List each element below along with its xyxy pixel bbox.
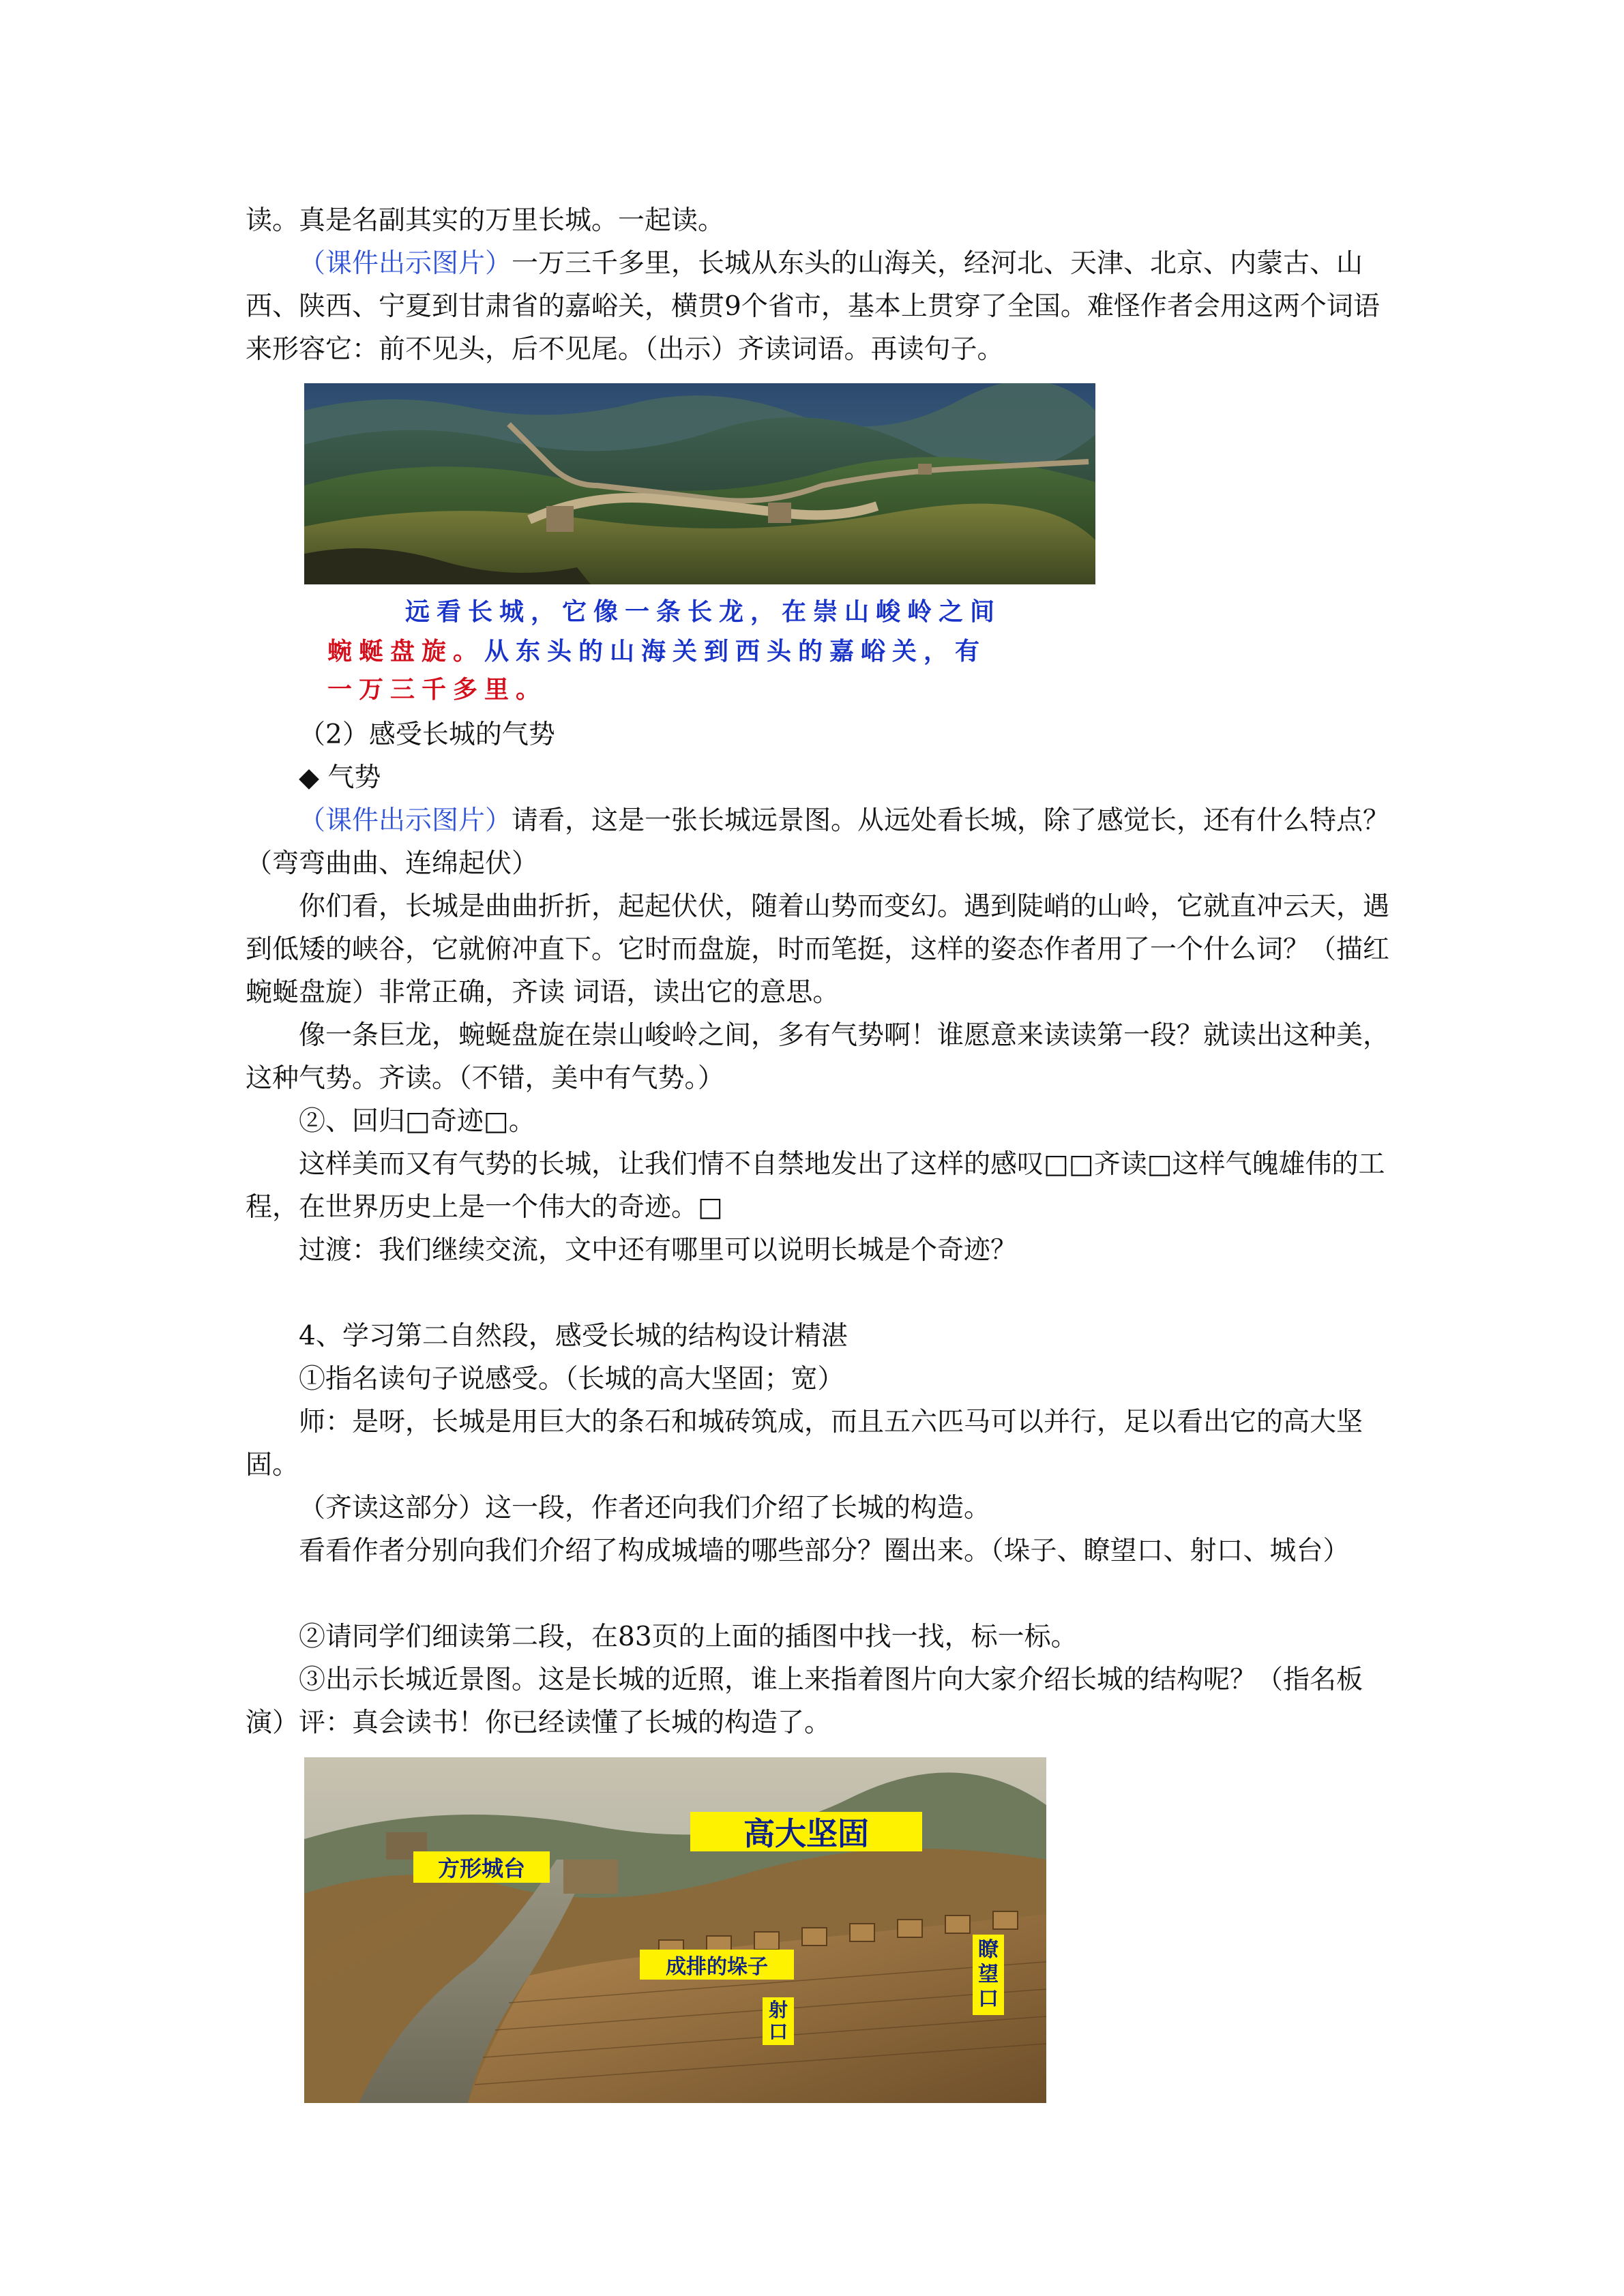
caption-line-3: 一万三千多里。 — [327, 676, 548, 704]
paragraph-5: （课件出示图片）请看，这是一张长城远景图。从远处看长城，除了感觉长，还有什么特点？（弯弯曲曲、连绵起伏） — [246, 805, 1390, 879]
paragraph-16: ②请同学们细读第二段，在83页的上面的插图中找一找，标一标。 — [299, 1622, 1078, 1652]
label-merlons: 成排的垛子 — [640, 1950, 794, 1980]
paragraph-3: （2）感受长城的气势 — [299, 719, 555, 750]
great-wall-distant-photo — [304, 383, 1095, 584]
paragraph-17: ③出示长城近景图。这是长城的近照，谁上来指着图片向大家介绍长城的结构呢？（指名板演）评：真会读书！你已经读懂了长城的构造了。 — [246, 1665, 1363, 1738]
paragraph-6: 你们看，长城是曲曲折折，起起伏伏，随着山势而变幻。遇到陡峭的山岭，它就直冲云天，遇到低矮的峡谷，它就俯冲直下。它时而盘旋，时而笔挺，这样的姿态作者用了一个什么词？（描红蜿蜒盘旋）非常正确，齐读 词语，读出它的意思。 — [246, 891, 1390, 1008]
paragraph-10: 过渡：我们继续交流，文中还有哪里可以说明长城是个奇迹？ — [299, 1235, 1018, 1266]
paragraph-14: （齐读这部分）这一段，作者还向我们介绍了长城的构造。 — [299, 1493, 991, 1523]
great-wall-structure-photo — [304, 1757, 1046, 2103]
paragraph-11: 4、学习第二自然段，感受长城的结构设计精湛 — [299, 1321, 848, 1352]
caption-line-1: 远看长城，它像一条长龙，在崇山峻岭之间 — [405, 598, 1002, 626]
great-wall-photo-caption — [304, 584, 1095, 704]
label-square-tower: 方形城台 — [413, 1851, 550, 1883]
paragraph-4: ◆ 气势 — [299, 762, 381, 793]
paragraph-15: 看看作者分别向我们介绍了构成城墙的哪些部分？圈出来。（垛子、瞭望口、射口、城台） — [299, 1536, 1350, 1566]
paragraph-13: 师：是呀，长城是用巨大的条石和城砖筑成，而且五六匹马可以并行，足以看出它的高大坚固。 — [246, 1407, 1363, 1480]
paragraph-2: （课件出示图片）一万三千多里，长城从东头的山海关，经河北、天津、北京、内蒙古、山西、陕西、宁夏到甘肃省的嘉峪关，横贯9个省市，基本上贯穿了全国。难怪作者会用这两个词语来形容它：前不见头，后不见尾。（出示）齐读词语。再读句子。 — [246, 248, 1380, 365]
courseware-note: （课件出示图片） — [299, 805, 512, 836]
caption-line-2: 蜿蜒盘旋。从东头的山海关到西头的嘉峪关，有 — [327, 638, 987, 666]
paragraph-8: ②、回归□奇迹□。 — [299, 1106, 535, 1137]
courseware-note: （课件出示图片） — [299, 248, 512, 279]
paragraph-7: 像一条巨龙，蜿蜒盘旋在崇山峻岭之间，多有气势啊！谁愿意来读读第一段？就读出这种美，这种气势。齐读。（不错，美中有气势。） — [246, 1020, 1390, 1094]
paragraph-9: 这样美而又有气势的长城，让我们情不自禁地发出了这样的感叹□□齐读□这样气魄雄伟的工程，在世界历史上是一个伟大的奇迹。□ — [246, 1149, 1385, 1223]
label-sturdy: 高大坚固 — [690, 1812, 922, 1851]
label-shooting-hole: 射口 — [763, 1997, 794, 2045]
label-lookout: 瞭望口 — [973, 1935, 1004, 2015]
paragraph-1: 读。真是名副其实的万里长城。一起读。 — [246, 205, 725, 236]
paragraph-12: ①指名读句子说感受。（长城的高大坚固；宽） — [299, 1364, 844, 1395]
